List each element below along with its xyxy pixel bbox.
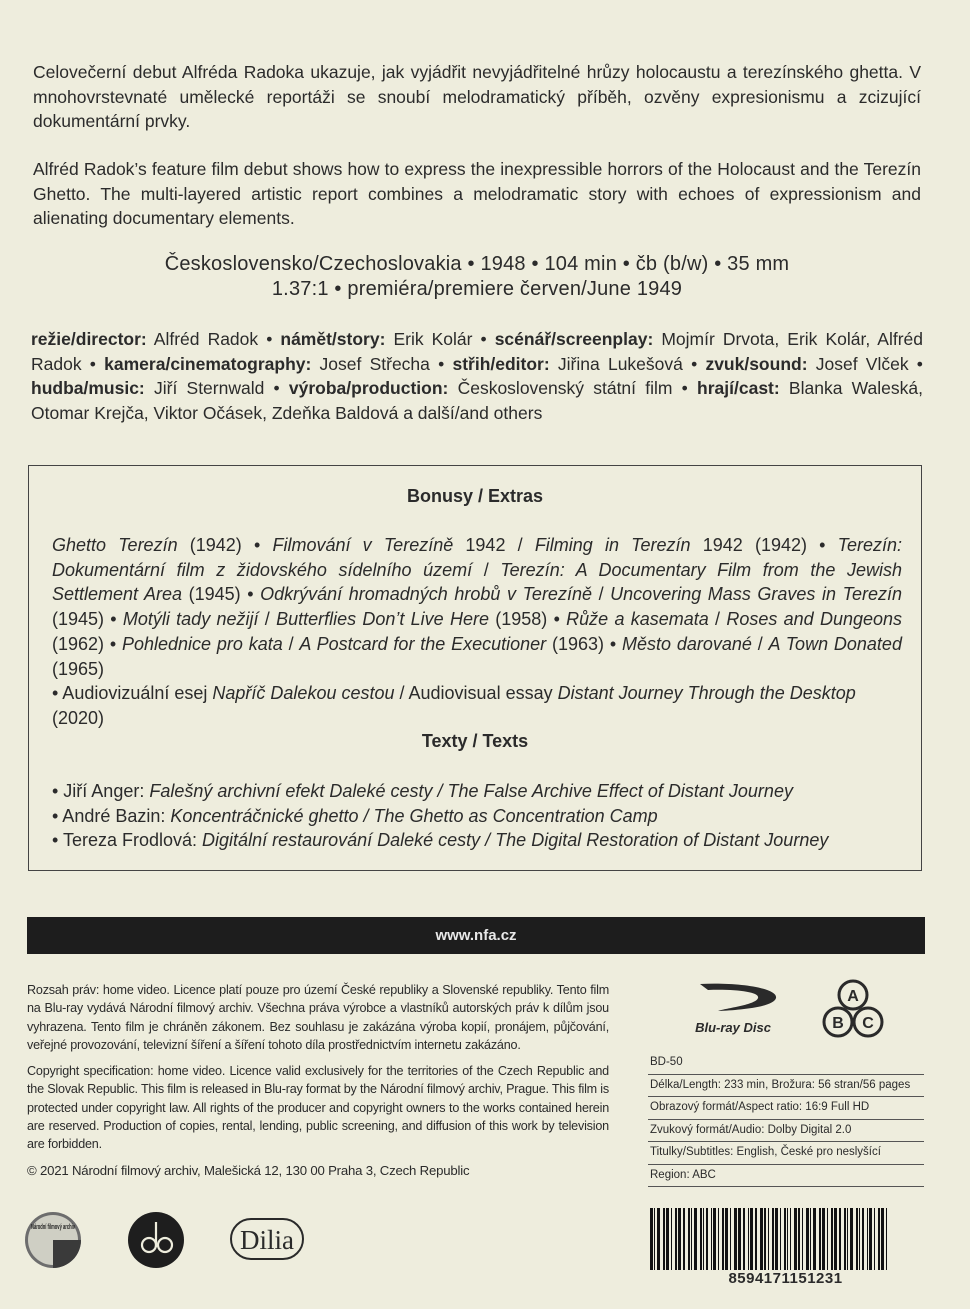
film-title-separator: 1942 / <box>453 535 535 555</box>
film-title: Růže a kasemata <box>566 609 709 630</box>
bullet-separator: • <box>472 329 495 349</box>
bullet-separator: • <box>547 609 567 630</box>
film-year: (1962) <box>52 633 105 654</box>
film-title-english: Filming in Terezín <box>534 535 691 555</box>
text-author: • Tereza Frodlová: <box>52 830 203 851</box>
film-title-english: A Postcard for the Executioner <box>299 633 547 654</box>
barcode-icon <box>648 1208 923 1270</box>
bullet-separator: • <box>429 353 453 374</box>
barcode <box>648 1208 923 1270</box>
film-title-english: Uncovering Mass Graves in Terezín <box>610 584 902 605</box>
legal-english: Copyright specification: home video. Licence valid exclusively for the territories of the Czech Republic and the Slovak Republic. This film is released in Blu-ray format by the Národní filmový archiv, Prague. This film is protected under copyright law. All rights of the producer and copyright owners to the works contained herein are reserved. Production of copies, rental, lending, public screening, and diffusion of this work by television are forbidden. <box>27 1064 609 1152</box>
description-english: Alfréd Radok’s feature film debut shows how to express the inexpressible horrors of the Holocaust and the Terezín Ghetto. The multi-layered artistic report combines a melodramatic story with echoes of expressionism and alienating documentary elements. <box>33 159 921 228</box>
svg-text:Dilia: Dilia <box>240 1225 294 1255</box>
region-abc-icon <box>824 981 882 1036</box>
dilia-logo-icon <box>231 1219 303 1259</box>
bullet-separator: • <box>807 535 838 555</box>
bullet-separator: • <box>104 633 122 654</box>
credit-role: režie/director: <box>31 329 147 349</box>
film-year: (1945) <box>52 609 105 630</box>
credit-names: Mojmír Drvota, Erik Kolár, Alfréd Radok <box>31 329 923 374</box>
bullet-separator: • <box>264 378 289 398</box>
film-title-separator: / <box>751 633 769 654</box>
credit-names: Josef Střecha <box>311 353 430 374</box>
credit-role: hrají/cast: <box>697 378 780 398</box>
film-year: (1963) <box>546 633 605 654</box>
film-title-separator: / <box>258 609 277 630</box>
spec-row: Titulky/Subtitles: English, České pro neslyšící <box>648 1142 924 1165</box>
texts-heading: Texty / Texts <box>421 731 529 751</box>
film-year: (1958) <box>488 609 548 630</box>
legal-czech: Rozsah práv: home video. Licence platí pouze pro území České republiky a Slovenské republiky. Tento film na Blu-ray vydává Národní filmový archiv. Všechna práva výrobce a vlastníků autorských práv k dílům jsou vyhrazena. Tento film je chráněn zákonem. Bez souhlasu je zakázána výroba kopií, pronájem, půjčování, veřejné provozování, televizní šíření a šíření tohoto díla prostřednictvím internetu zakázáno. <box>27 983 609 1052</box>
spec-row: Obrazový formát/Aspect ratio: 16:9 Full HD <box>648 1097 924 1120</box>
barcode-number: 8594171151231 <box>728 1270 843 1287</box>
description-czech: Celovečerní debut Alfréda Radoka ukazuje, jak vyjádřit nevyjádřitelné hrůzy holocaustu a terezínského ghetta. V mnohovrstevnaté umělecké reportáži se snoubí melodramatický příběh, ozvěny expresionismu a zcizující dokumentární prvky. <box>33 62 921 131</box>
text-item <box>52 779 902 804</box>
website-link[interactable]: www.nfa.cz <box>435 927 517 944</box>
publisher-logos <box>23 1207 323 1273</box>
bullet-separator: • <box>682 353 706 374</box>
bullet-separator: • <box>908 353 923 374</box>
credits <box>31 327 923 425</box>
extras-heading: Bonusy / Extras <box>406 486 544 506</box>
film-title: Ghetto Terezín <box>52 535 178 555</box>
credit-names: Československý státní film <box>448 378 673 398</box>
credit-role: zvuk/sound: <box>705 353 808 374</box>
film-title: Pohlednice pro kata <box>121 633 283 654</box>
extras-essay: • Audiovizuální esej Napříč Dalekou cestou / Audiovisual essay Distant Journey Through the Desktop (2020) <box>52 683 856 728</box>
svg-text:A: A <box>847 988 859 1005</box>
film-title-separator: / <box>282 633 300 654</box>
film-year: (1945) <box>182 584 241 605</box>
bullet-separator: • <box>240 584 261 605</box>
text-author: • André Bazin: <box>52 805 171 826</box>
credit-names: Jiřina Lukešová <box>549 353 683 374</box>
spec-row: Zvukový formát/Audio: Dolby Digital 2.0 <box>648 1120 924 1143</box>
svg-text:C: C <box>862 1015 874 1032</box>
website-bar <box>27 917 925 954</box>
spec-row: BD-50 <box>648 1052 924 1075</box>
text-author: • Jiří Anger: <box>52 781 150 801</box>
film-title-separator: / <box>591 584 611 605</box>
film-technical-info <box>33 252 921 302</box>
film-title-separator: / <box>472 559 501 580</box>
bluray-icon <box>700 984 776 1011</box>
film-title: Terezín: Dokumentární film z židovského sídelního území <box>52 535 903 580</box>
text-item <box>52 804 902 829</box>
extras-box <box>28 465 922 871</box>
credit-role: kamera/cinematography: <box>104 353 312 374</box>
spec-row: Délka/Length: 233 min, Brožura: 56 stran/56 pages <box>648 1075 924 1098</box>
credit-role: střih/editor: <box>452 353 550 374</box>
bluray-disc-logo <box>678 980 788 1040</box>
film-title: Filmování v Terezíně <box>272 535 454 555</box>
film-title-english: A Town Donated <box>768 633 902 654</box>
spec-row: Region: ABC <box>648 1165 924 1188</box>
bullet-separator: • <box>104 609 123 630</box>
film-title-english: Terezín: A Documentary Film from the Jewish Settlement Area <box>52 559 902 605</box>
credit-names: Jiří Sternwald <box>144 378 265 398</box>
credit-names: Alfréd Radok <box>146 329 259 349</box>
texts-list <box>52 779 902 853</box>
text-item <box>52 828 902 853</box>
region-abc-logo <box>818 978 888 1040</box>
bullet-separator: • <box>81 353 105 374</box>
film-title: Město darované <box>621 633 752 654</box>
credit-role: námět/story: <box>280 329 386 349</box>
bullet-separator: • <box>672 378 698 398</box>
credit-role: výroba/production: <box>288 378 449 398</box>
text-title: Koncentráčnické ghetto / The Ghetto as Concentration Camp <box>170 805 658 826</box>
extras-film-list <box>52 533 902 681</box>
copyright-notice: © 2021 Národní filmový archiv, Malešická 12, 130 00 Praha 3, Czech Republic <box>27 1163 470 1178</box>
film-year: (1965) <box>52 658 105 679</box>
text-title: Digitální restaurování Daleké cesty / The Digital Restoration of Distant Journey <box>202 830 829 851</box>
bullet-separator: • <box>241 535 273 555</box>
film-title: Motýli tady nežijí <box>122 609 259 630</box>
svg-text:Národní filmový archiv: Národní filmový archiv <box>31 1224 76 1231</box>
film-title-separator: / <box>708 609 727 630</box>
svg-text:Blu-ray Disc: Blu-ray Disc <box>695 1020 771 1035</box>
bullet-separator: • <box>604 633 622 654</box>
film-title: Odkrývání hromadných hrobů v Terezíně <box>260 584 592 605</box>
credit-names: Blanka Waleská, Otomar Krejča, Viktor Očásek, Zdeňka Baldová a další/and others <box>31 378 923 423</box>
credit-names: Josef Vlček <box>807 353 909 374</box>
credit-names: Erik Kolár <box>385 329 473 349</box>
meta-line-1: Československo/Czechoslovakia • 1948 • 104 min • čb (b/w) • 35 mm <box>164 253 790 275</box>
credit-role: hudba/music: <box>31 378 145 398</box>
disc-specifications <box>648 1052 924 1187</box>
bullet-separator: • <box>258 329 281 349</box>
meta-line-2: 1.37:1 • premiéra/premiere červen/June 1949 <box>271 278 683 300</box>
film-title-english: Roses and Dungeons <box>726 609 903 630</box>
nfa-logo-icon <box>25 1212 81 1268</box>
text-title: Falešný archivní efekt Daleké cesty / The False Archive Effect of Distant Journey <box>149 781 793 801</box>
film-year: (1942) <box>177 535 242 555</box>
film-reel-logo-icon <box>128 1212 184 1268</box>
film-title-english: Butterflies Don’t Live Here <box>276 609 489 630</box>
credit-role: scénář/screenplay: <box>494 329 654 349</box>
film-year: 1942 (1942) <box>690 535 807 555</box>
svg-text:B: B <box>832 1015 844 1032</box>
